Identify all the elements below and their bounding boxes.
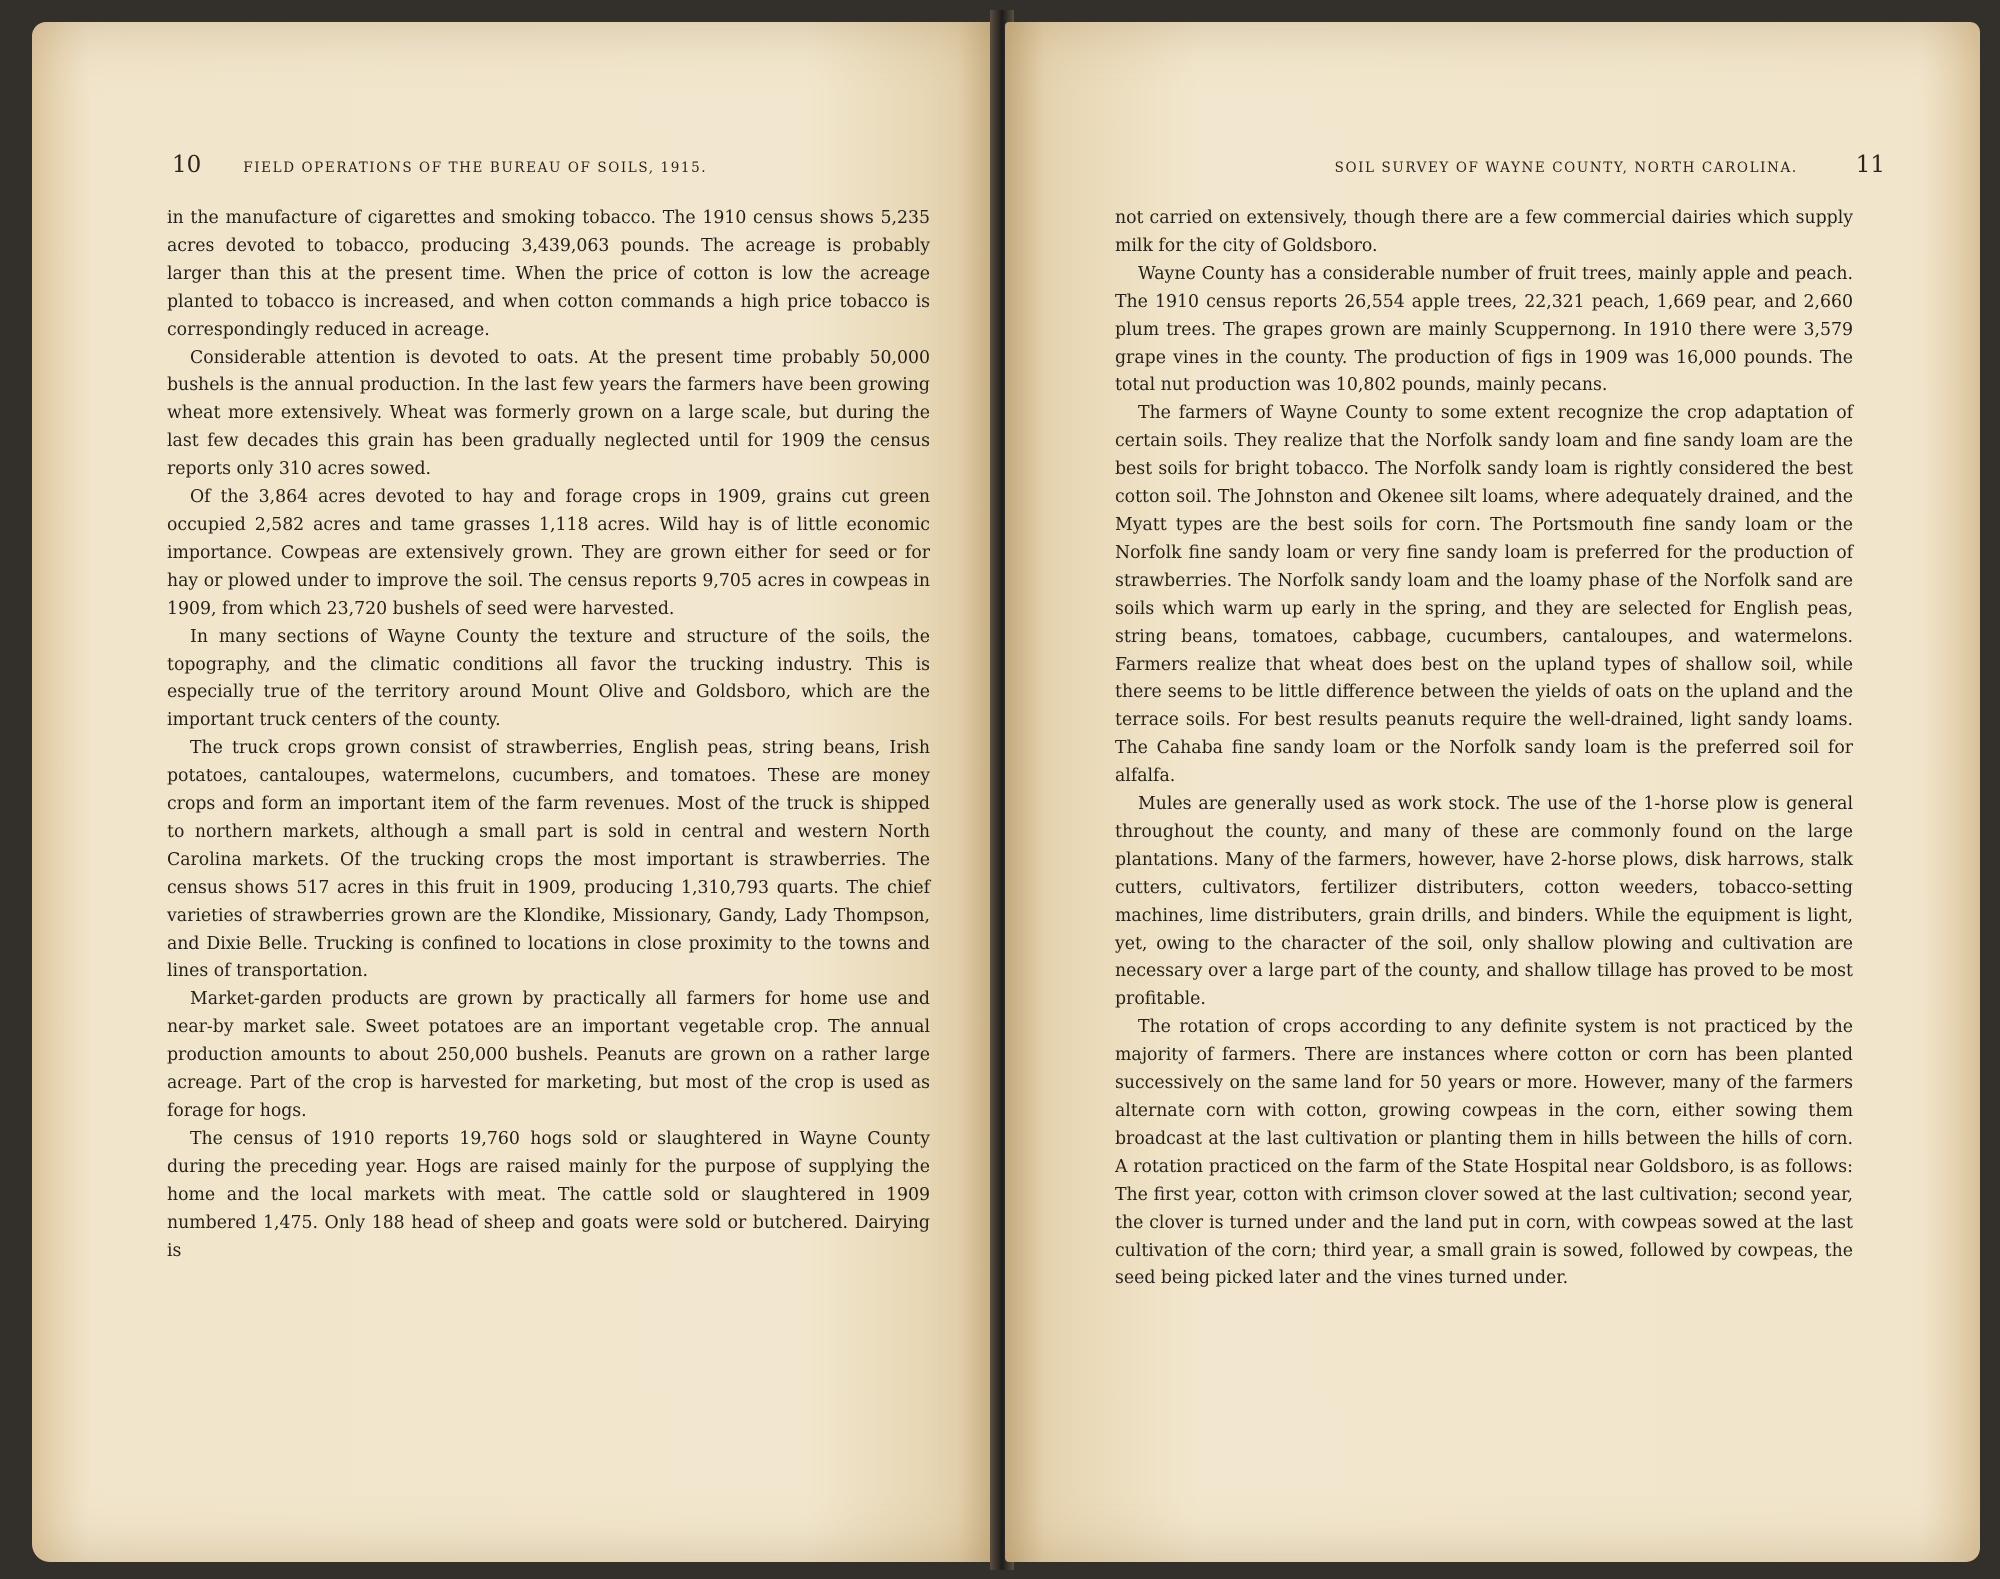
left-running-head: [172, 152, 862, 178]
left-body-text: [167, 205, 930, 1265]
right-body-text: [1115, 205, 1853, 1293]
paragraph: Of the 3,864 acres devoted to hay and forage crops in 1909, grains cut green occupied 2,582 acres and tame grasses 1,118 acres. Wild hay is of little economic importance. Cowpeas are extensively grown. They are grown either for seed or for hay or plowed under to improve the soil. The census reports 9,705 acres in cowpeas in 1909, from which 23,720 bushels of seed were harvested.: [167, 487, 930, 619]
paragraph: The census of 1910 reports 19,760 hogs sold or slaughtered in Wayne County during the preceding year. Hogs are raised mainly for the purpose of supplying the home and the local markets with meat. The cattle sold or slaughtered in 1909 numbered 1,475. Only 188 head of sheep and goats were sold or butchered. Dairying is: [167, 1128, 930, 1261]
left-page-number: 10: [172, 152, 202, 178]
paragraph: Wayne County has a considerable number of fruit trees, mainly apple and peach. The 1910 census reports 26,554 apple trees, 22,321 peach, 1,669 pear, and 2,660 plum trees. The grapes grown are mainly Scuppernong. In 1910 there were 3,579 grape vines in the county. The production of figs in 1909 was 16,000 pounds. The total nut production was 10,802 pounds, mainly pecans.: [1115, 263, 1853, 396]
right-running-head-title: SOIL SURVEY OF WAYNE COUNTY, NORTH CAROLINA.: [1334, 160, 1798, 176]
paragraph: Market-garden products are grown by practically all farmers for home use and near-by market sale. Sweet potatoes are an important vegetable crop. The annual production amounts to about 250,000 bushels. Peanuts are grown on a rather large acreage. Part of the crop is harvested for marketing, but most of the crop is used as forage for hogs.: [167, 989, 930, 1121]
paragraph: The rotation of crops according to any definite system is not practiced by the majority of farmers. There are instances where cotton or corn has been planted successively on the same land for 50 years or more. However, many of the farmers alternate corn with cotton, growing cowpeas in the corn, either sowing them broadcast at the last cultivation or planting them in hills between the hills of corn. A rotation practiced on the farm of the State Hospital near Goldsboro, is as follows: The first year, cotton with crimson clover sowed at the last cultivation; second year, the clover is turned under and the land put in corn, with cowpeas sowed at the last cultivation of the corn; third year, a small grain is sowed, followed by cowpeas, the seed being picked later and the vines turned under.: [1115, 1017, 1853, 1289]
paragraph: Mules are generally used as work stock. The use of the 1-horse plow is general throughout the county, and many of these are commonly found on the large plantations. Many of the farmers, however, have 2-horse plows, disk harrows, stalk cutters, cultivators, fertilizer distributers, cotton weeders, tobacco-setting machines, lime distributers, grain drills, and binders. While the equipment is light, yet, owing to the character of the soil, only shallow plowing and cultivation are necessary over a large part of the county, and shallow tillage has proved to be most profitable.: [1115, 794, 1853, 1010]
paragraph: not carried on extensively, though there are a few commercial dairies which supply milk for the city of Goldsboro.: [1115, 208, 1853, 256]
paragraph: in the manufacture of cigarettes and smoking tobacco. The 1910 census shows 5,235 acres devoted to tobacco, producing 3,439,063 pounds. The acreage is probably larger than this at the present time. When the price of cotton is low the acreage planted to tobacco is increased, and when cotton commands a high price tobacco is correspondingly reduced in acreage.: [167, 208, 930, 340]
paragraph: The farmers of Wayne County to some extent recognize the crop adaptation of certain soils. They realize that the Norfolk sandy loam and fine sandy loam are the best soils for bright tobacco. The Norfolk sandy loam is rightly considered the best cotton soil. The Johnston and Okenee silt loams, where adequately drained, and the Myatt types are the best soils for corn. The Portsmouth fine sandy loam or the Norfolk fine sandy loam or very fine sandy loam is preferred for the production of strawberries. The Norfolk sandy loam and the loamy phase of the Norfolk sand are soils which warm up early in the spring, and they are selected for English peas, string beans, tomatoes, cabbage, cucumbers, cantaloupes, and watermelons. Farmers realize that wheat does best on the upland types of shallow soil, while there seems to be little difference between the yields of oats on the upland and the terrace soils. For best results peanuts require the well-drained, light sandy loams. The Cahaba fine sandy loam or the Norfolk sandy loam is the preferred soil for alfalfa.: [1115, 403, 1853, 787]
left-running-head-title: FIELD OPERATIONS OF THE BUREAU OF SOILS, 1915.: [243, 160, 708, 176]
right-page: [1005, 22, 1980, 1562]
paragraph: Considerable attention is devoted to oats. At the present time probably 50,000 bushels is the annual production. In the last few years the farmers have been growing wheat more extensively. Wheat was formerly grown on a large scale, but during the last few decades this grain has been gradually neglected until for 1909 the census reports only 310 acres sowed.: [167, 347, 930, 480]
right-running-head: [1205, 152, 1885, 178]
paragraph: In many sections of Wayne County the texture and structure of the soils, the topography, and the climatic conditions all favor the trucking industry. This is especially true of the territory around Mount Olive and Goldsboro, which are the important truck centers of the county.: [167, 626, 930, 731]
right-page-number: 11: [1855, 152, 1885, 178]
left-page: [32, 22, 997, 1562]
paragraph: The truck crops grown consist of strawberries, English peas, string beans, Irish potatoes, cantaloupes, watermelons, cucumbers, and tomatoes. These are money crops and form an important item of the farm revenues. Most of the truck is shipped to northern markets, although a small part is sold in central and western North Carolina markets. Of the trucking crops the most important is strawberries. The census shows 517 acres in this fruit in 1909, producing 1,310,793 quarts. The chief varieties of strawberries grown are the Klondike, Missionary, Gandy, Lady Thompson, and Dixie Belle. Trucking is confined to locations in close proximity to the towns and lines of transportation.: [167, 738, 930, 982]
